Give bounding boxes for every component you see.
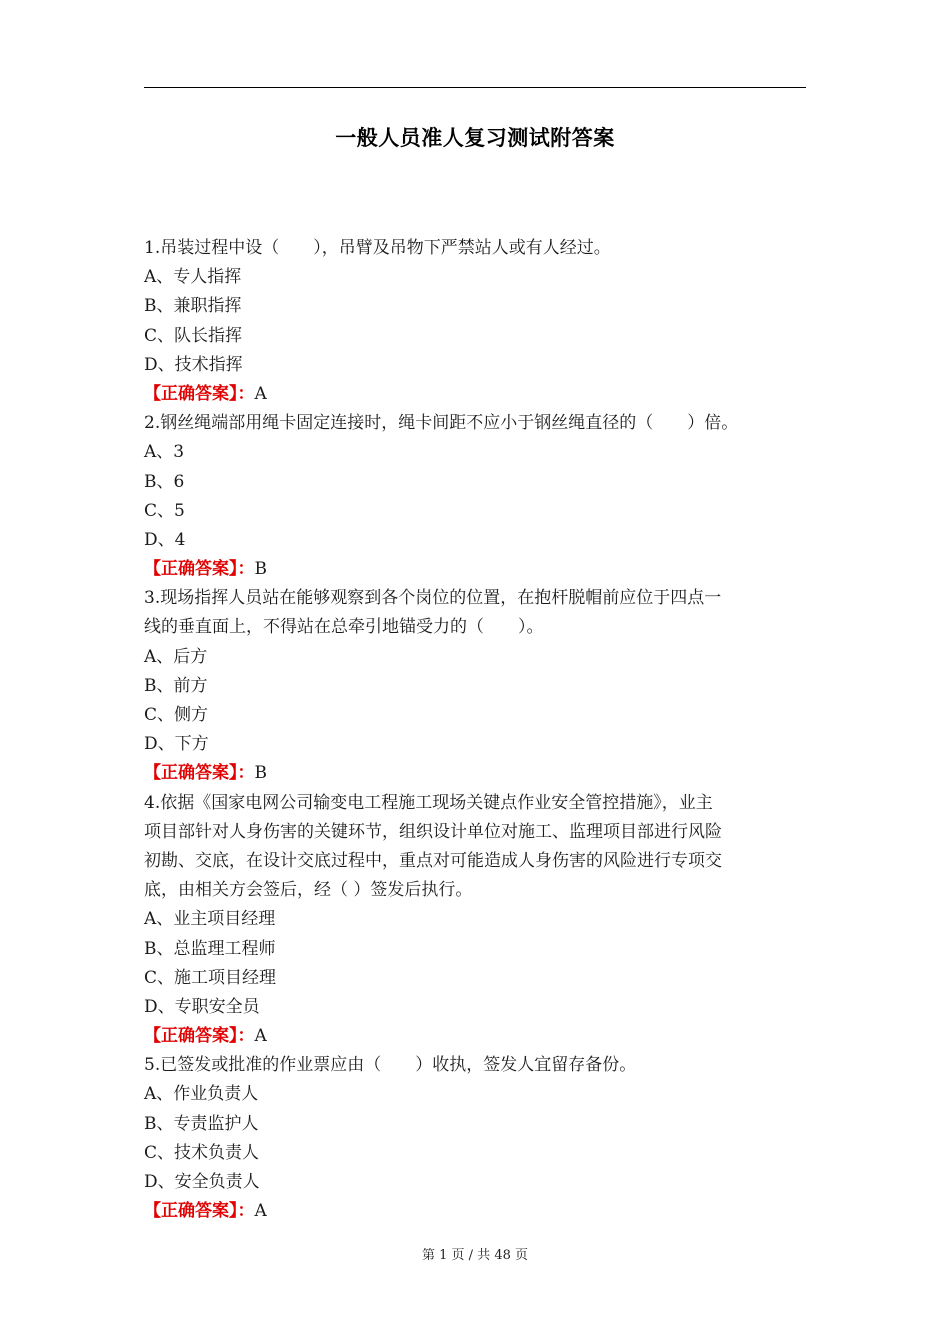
question-list <box>144 234 808 1226</box>
answer-label: 【正确答案】： <box>144 763 255 784</box>
question-4-option-a: A、业主项目经理 <box>144 909 276 930</box>
answer-value: A <box>254 383 267 404</box>
question-1-option-b: B、兼职指挥 <box>144 296 242 317</box>
question-4-stem-line-2: 项目部针对人身伤害的关键环节，组织设计单位对施工、监理项目部进行风险 <box>144 821 722 842</box>
question-5-option-a: A、作业负责人 <box>144 1084 259 1105</box>
question-5-option-b: B、专责监护人 <box>144 1113 259 1134</box>
question-4-option-b: B、总监理工程师 <box>144 938 276 959</box>
question-3-answer <box>144 759 808 788</box>
question-3-option-a: A、后方 <box>144 646 208 667</box>
answer-label: 【正确答案】： <box>144 383 255 404</box>
question-2-answer <box>144 555 808 584</box>
question-5-option-d: D、安全负责人 <box>144 1172 260 1192</box>
question-3-option-c: C、侧方 <box>144 705 209 725</box>
question-1-option-a: A、专人指挥 <box>144 267 242 288</box>
header-rule <box>144 87 806 88</box>
question-1-stem: 1.吊装过程中设（ ），吊臂及吊物下严禁站人或有人经过。 <box>144 238 611 258</box>
question-4-stem-line-3: 初勘、交底，在设计交底过程中，重点对可能造成人身伤害的风险进行专项交 <box>144 850 722 871</box>
question-5-stem: 5.已签发或批准的作业票应由（ ）收执，签发人宜留存备份。 <box>144 1055 637 1076</box>
question-4-stem-line-1: 4.依据《国家电网公司输变电工程施工现场关键点作业安全管控措施》，业主 <box>144 792 713 813</box>
question-5-answer <box>144 1197 808 1226</box>
question-3-option-d: D、下方 <box>144 734 209 755</box>
page-footer: 第 1 页 / 共 48 页 <box>422 1248 528 1263</box>
question-1-option-d: D、技术指挥 <box>144 354 243 375</box>
question-4-stem-line-4: 底，由相关方会签后，经（ ）签发后执行。 <box>144 880 473 901</box>
question-3-option-b: B、前方 <box>144 675 208 696</box>
question-3-stem-line-2: 线的垂直面上，不得站在总牵引地锚受力的（ ）。 <box>144 617 544 638</box>
question-5-option-c: C、技术负责人 <box>144 1142 260 1163</box>
answer-label: 【正确答案】： <box>144 559 255 580</box>
question-2-option-b: B、6 <box>144 471 185 492</box>
document-title: 一般人员准人复习测试附答案 <box>335 126 615 150</box>
answer-value: B <box>254 559 267 580</box>
question-2-option-c: C、5 <box>144 500 185 521</box>
question-4-option-c: C、施工项目经理 <box>144 967 277 988</box>
question-4-option-d: D、专职安全员 <box>144 996 260 1017</box>
answer-value: A <box>254 1026 267 1047</box>
question-1-option-c: C、队长指挥 <box>144 325 243 346</box>
question-2-option-a: A、3 <box>144 442 185 463</box>
question-1-answer <box>144 380 808 409</box>
answer-value: B <box>254 763 267 784</box>
question-2-option-d: D、4 <box>144 529 186 550</box>
answer-label: 【正确答案】： <box>144 1026 255 1047</box>
question-2-stem: 2.钢丝绳端部用绳卡固定连接时，绳卡间距不应小于钢丝绳直径的（ ）倍。 <box>144 413 739 434</box>
question-4-answer <box>144 1022 808 1051</box>
answer-label: 【正确答案】： <box>144 1201 255 1222</box>
answer-value: A <box>254 1201 267 1222</box>
question-3-stem-line-1: 3.现场指挥人员站在能够观察到各个岗位的位置，在抱杆脱帽前应位于四点一 <box>144 588 722 609</box>
